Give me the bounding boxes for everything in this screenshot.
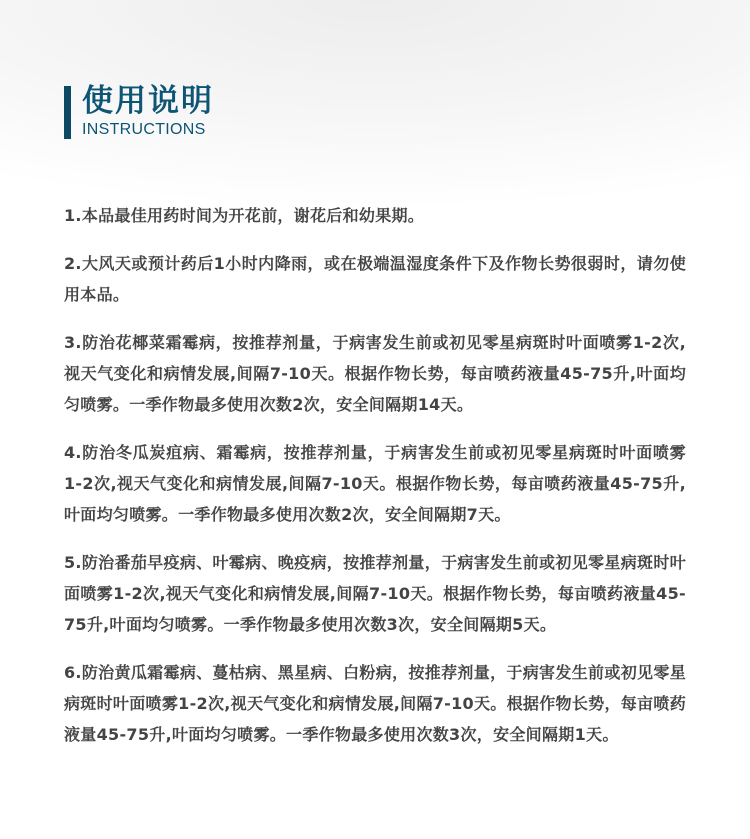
instruction-item-3: 3.防治花椰菜霜霉病，按推荐剂量，于病害发生前或初见零星病斑时叶面喷雾1-2次,视天气变化和病情发展,间隔7-10天。根据作物长势，每亩喷药液量45-75升,叶面均匀喷雾。一季作物最多使用次数2次，安全间隔期14天。 — [64, 333, 686, 414]
instruction-item-2: 2.大风天或预计药后1小时内降雨，或在极端温湿度条件下及作物长势很弱时，请勿使用本品。 — [64, 254, 686, 304]
instruction-item-6: 6.防治黄瓜霜霉病、蔓枯病、黑星病、白粉病，按推荐剂量，于病害发生前或初见零星病斑时叶面喷雾1-2次,视天气变化和病情发展,间隔7-10天。根据作物长势，每亩喷药液量45-75升,叶面均匀喷雾。一季作物最多使用次数3次，安全间隔期1天。 — [64, 663, 686, 744]
page-title: 使用说明 — [82, 83, 214, 119]
instructions-list — [64, 200, 686, 767]
header-accent-bar — [64, 86, 71, 139]
instruction-item-1: 1.本品最佳用药时间为开花前，谢花后和幼果期。 — [64, 206, 425, 225]
page-subtitle: INSTRUCTIONS — [82, 121, 206, 138]
instruction-item-4: 4.防治冬瓜炭疽病、霜霉病，按推荐剂量，于病害发生前或初见零星病斑时叶面喷雾1-2次,视天气变化和病情发展,间隔7-10天。根据作物长势，每亩喷药液量45-75升,叶面均匀喷雾。一季作物最多使用次数2次，安全间隔期7天。 — [64, 443, 686, 524]
instruction-item-5: 5.防治番茄早疫病、叶霉病、晚疫病，按推荐剂量，于病害发生前或初见零星病斑时叶面喷雾1-2次,视天气变化和病情发展,间隔7-10天。根据作物长势，每亩喷药液量45-75升,叶面均匀喷雾。一季作物最多使用次数3次，安全间隔期5天。 — [64, 553, 686, 634]
